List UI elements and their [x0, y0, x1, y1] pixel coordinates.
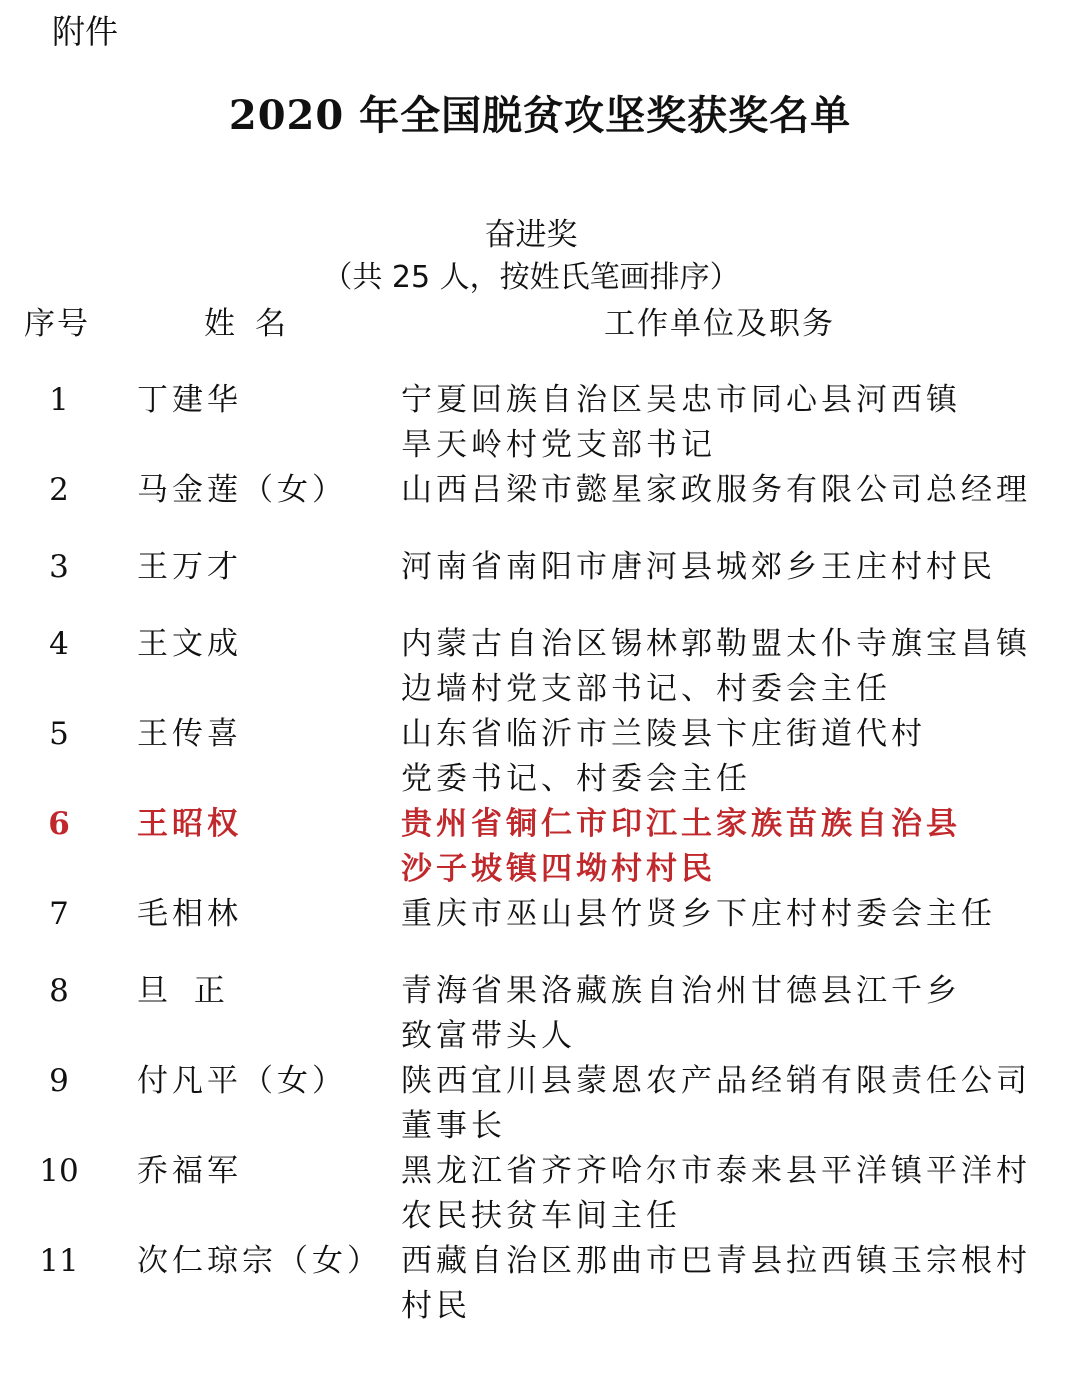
row-unit [401, 468, 1071, 513]
row-unit [401, 1059, 1071, 1149]
row-unit [401, 545, 1071, 590]
row-number: 4 [49, 626, 69, 662]
row-unit-line: 党委书记、村委会主任 [401, 761, 751, 797]
row-unit-line: 河南省南阳市唐河县城郊乡王庄村村民 [401, 549, 996, 585]
row-number: 3 [49, 549, 69, 585]
row-name: 毛相林 [137, 896, 242, 932]
row-unit [401, 892, 1071, 937]
row-unit-line: 沙子坡镇四坳村村民 [401, 851, 716, 887]
row-unit-line: 西藏自治区那曲市巴青县拉西镇玉宗根村 [401, 1243, 1031, 1279]
row-unit-line: 山东省临沂市兰陵县卞庄街道代村 [401, 716, 926, 752]
row-unit-line: 重庆市巫山县竹贤乡下庄村村委会主任 [401, 896, 996, 932]
row-number: 2 [49, 472, 69, 508]
row-unit-line: 边墙村党支部书记、村委会主任 [401, 671, 891, 707]
row-name: 丁建华 [137, 382, 242, 418]
row-name: 旦 正 [137, 973, 233, 1009]
header-name: 姓名 [204, 306, 306, 342]
row-unit-line: 董事长 [401, 1108, 506, 1144]
row-unit-line: 黑龙江省齐齐哈尔市泰来县平洋镇平洋村 [401, 1153, 1031, 1189]
row-unit [401, 712, 1071, 802]
award-title: 奋进奖 [484, 217, 578, 253]
row-name: 王万才 [137, 549, 242, 585]
row-unit [401, 1149, 1071, 1239]
document-title: 2020 年全国脱贫攻坚奖获奖名单 [228, 92, 852, 139]
row-unit-line: 陕西宜川县蒙恩农产品经销有限责任公司 [401, 1063, 1031, 1099]
row-unit-line: 农民扶贫车间主任 [401, 1198, 681, 1234]
award-note: （共 25 人，按姓氏笔画排序） [322, 260, 740, 295]
row-unit-line: 内蒙古自治区锡林郭勒盟太仆寺旗宝昌镇 [401, 626, 1031, 662]
header-no: 序号 [24, 306, 90, 342]
row-unit-line: 青海省果洛藏族自治州甘德县江千乡 [401, 973, 961, 1009]
row-unit-line: 山西吕梁市懿星家政服务有限公司总经理 [401, 472, 1031, 508]
row-unit-line: 旱天岭村党支部书记 [401, 427, 716, 463]
row-number: 8 [49, 973, 69, 1009]
row-number: 9 [49, 1063, 69, 1099]
row-number: 5 [49, 716, 69, 752]
header-unit: 工作单位及职务 [604, 306, 835, 342]
row-name: 王传喜 [137, 716, 242, 752]
row-number: 6 [48, 806, 70, 842]
row-unit [401, 378, 1071, 468]
row-unit-line: 村民 [401, 1288, 471, 1324]
row-name: 乔福军 [137, 1153, 242, 1189]
row-name: 次仁琼宗（女） [137, 1243, 382, 1279]
attachment-label: 附件 [52, 12, 118, 51]
row-number: 7 [49, 896, 69, 932]
row-name: 王文成 [137, 626, 242, 662]
row-number: 10 [39, 1153, 79, 1189]
row-unit-line: 致富带头人 [401, 1018, 576, 1054]
row-number: 11 [39, 1243, 79, 1279]
row-number: 1 [49, 382, 69, 418]
row-name: 马金莲（女） [137, 472, 347, 508]
row-unit [401, 969, 1071, 1059]
row-unit-line: 宁夏回族自治区吴忠市同心县河西镇 [401, 382, 961, 418]
row-name: 付凡平（女） [137, 1063, 347, 1099]
row-name: 王昭权 [137, 806, 242, 842]
row-unit [401, 622, 1071, 712]
row-unit [401, 1239, 1071, 1329]
row-unit [401, 802, 1071, 892]
row-unit-line: 贵州省铜仁市印江土家族苗族自治县 [401, 806, 961, 842]
